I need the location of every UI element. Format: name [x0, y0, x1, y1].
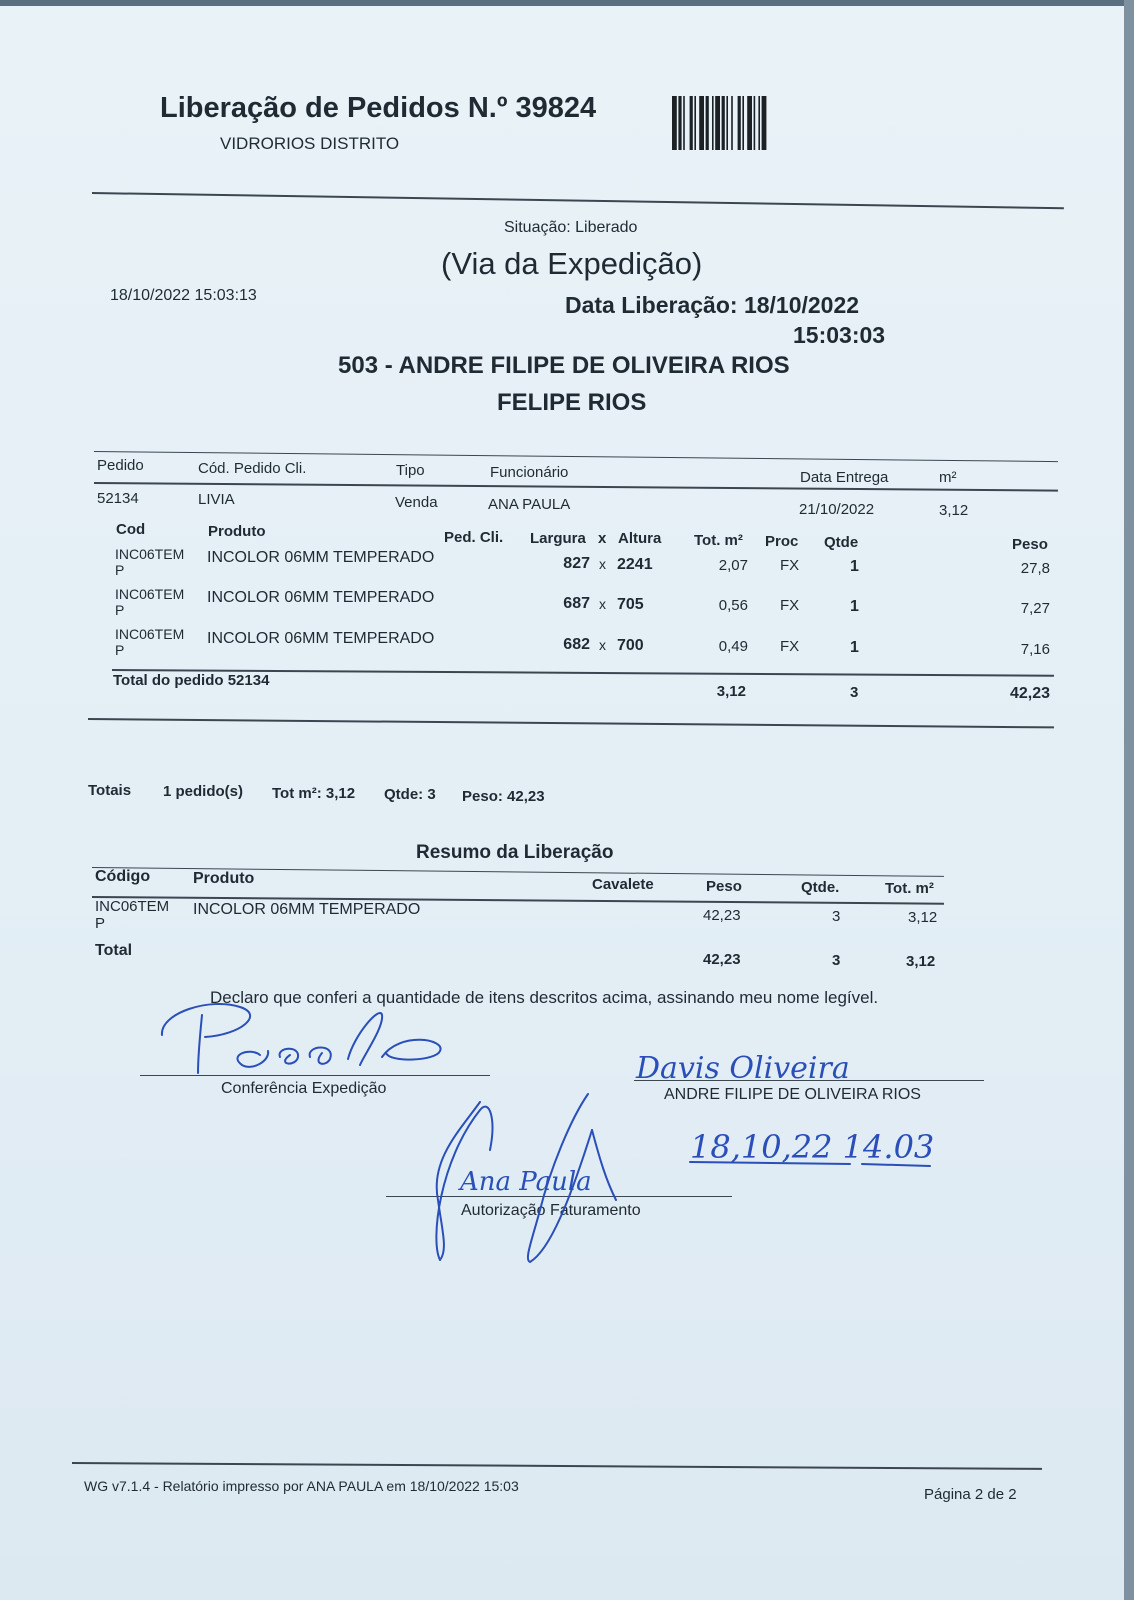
item-1-altura: 2241 [617, 556, 653, 573]
footer-page-number: Página 2 de 2 [924, 1486, 1017, 1503]
order-total-label: Total do pedido 52134 [113, 672, 270, 689]
resumo-row-codigo-suffix: P [95, 915, 106, 932]
col-header-peso: Peso [1012, 536, 1048, 553]
data-liberacao: Data Liberação: 18/10/2022 [565, 292, 860, 318]
data-liberacao-time: 15:03:03 [793, 322, 886, 348]
item-3-tot-m2: 0,49 [718, 638, 748, 655]
order-total-tot-m2: 3,12 [716, 683, 746, 700]
label-funcionario: Funcionário [490, 464, 569, 481]
item-3-largura: 682 [563, 636, 590, 653]
item-1-tot-m2: 2,07 [718, 557, 748, 574]
item-1-produto: INCOLOR 06MM TEMPERADO [207, 549, 435, 566]
item-3-cod-suffix: P [115, 642, 125, 658]
totais-label: Totais [88, 782, 132, 799]
resumo-total-tot-m2: 3,12 [906, 953, 936, 970]
col-header-largura: Largura [530, 530, 586, 547]
col-header-ped-cli: Ped. Cli. [444, 529, 504, 546]
value-pedido: 52134 [97, 490, 139, 507]
label-data-entrega: Data Entrega [800, 469, 889, 486]
item-2-altura: 705 [617, 596, 644, 613]
col-header-qtde: Qtde [824, 534, 859, 551]
value-data-entrega: 21/10/2022 [799, 501, 875, 518]
item-2-proc: FX [780, 597, 800, 614]
resumo-total-peso: 42,23 [703, 951, 741, 968]
resumo-row-produto: INCOLOR 06MM TEMPERADO [193, 901, 421, 918]
handwritten-date [690, 1122, 990, 1172]
resumo-total-label: Total [95, 942, 133, 959]
item-1-largura: 827 [563, 555, 590, 572]
item-1-qtde: 1 [850, 558, 859, 575]
print-datetime: 18/10/2022 15:03:13 [110, 287, 257, 304]
item-2-x: x [599, 596, 606, 612]
label-cod-pedido-cli: Cód. Pedido Cli. [198, 460, 307, 477]
page-edge-right [1124, 0, 1134, 1600]
declaration-text: Declaro que conferi a quantidade de itens descritos acima, assinando meu nome legível. [210, 988, 879, 1007]
label-pedido: Pedido [97, 457, 144, 474]
autorizacao-label: Autorização Faturamento [461, 1202, 641, 1219]
totais-tot-m2: Tot m²: 3,12 [272, 785, 356, 802]
totais-pedidos: 1 pedido(s) [163, 783, 244, 800]
item-3-x: x [599, 637, 606, 653]
svg-text:Davis Oliveira: Davis Oliveira [636, 1051, 850, 1086]
resumo-row-peso: 42,23 [703, 907, 741, 924]
via-title: (Via da Expedição) [441, 246, 703, 281]
item-1-cod-suffix: P [115, 562, 125, 578]
item-2-largura: 687 [563, 595, 590, 612]
col-header-altura: Altura [618, 530, 662, 547]
header-divider [92, 192, 1064, 209]
barcode [672, 96, 844, 150]
resumo-row-codigo: INC06TEM [95, 898, 170, 915]
col-header-produto: Produto [208, 523, 266, 540]
resumo-col-peso: Peso [706, 878, 742, 895]
item-3-altura: 700 [617, 637, 644, 654]
autorizacao-signature [420, 1090, 680, 1270]
item-2-produto: INCOLOR 06MM TEMPERADO [207, 589, 435, 606]
item-3-proc: FX [780, 638, 800, 655]
value-m2: 3,12 [939, 502, 969, 519]
totais-peso: Peso: 42,23 [462, 788, 545, 805]
resumo-col-qtde: Qtde. [801, 879, 840, 896]
order-header-bottom-line [94, 482, 1058, 492]
conferencia-label: Conferência Expedição [221, 1080, 387, 1097]
resumo-col-produto: Produto [193, 870, 255, 887]
label-m2: m² [939, 469, 957, 486]
item-3-qtde: 1 [850, 639, 859, 656]
value-cod-pedido-cli: LIVIA [198, 491, 235, 508]
svg-text:18,10,22 14.03: 18,10,22 14.03 [690, 1128, 935, 1166]
resumo-col-tot-m2: Tot. m² [885, 880, 934, 897]
client-nickname: FELIPE RIOS [497, 389, 647, 416]
client-signature-label: ANDRE FILIPE DE OLIVEIRA RIOS [664, 1086, 921, 1103]
resumo-title: Resumo da Liberação [416, 842, 614, 863]
item-2-peso: 7,27 [1020, 600, 1050, 617]
footer-divider [72, 1462, 1042, 1470]
item-2-qtde: 1 [850, 598, 859, 615]
order-total-peso: 42,23 [1009, 685, 1050, 702]
client-handwritten-signature [636, 1040, 916, 1090]
resumo-row-qtde: 3 [832, 908, 841, 925]
totais-qtde: Qtde: 3 [384, 786, 436, 803]
item-2-cod: INC06TEM [115, 586, 185, 602]
conferencia-signature [150, 995, 470, 1085]
page-edge-top [0, 0, 1134, 6]
situacao-text: Situação: Liberado [504, 219, 638, 236]
item-1-cod: INC06TEM [115, 546, 185, 562]
item-1-x: x [599, 556, 606, 572]
col-header-tot-m2: Tot. m² [694, 532, 743, 549]
value-tipo: Venda [395, 494, 438, 511]
item-3-produto: INCOLOR 06MM TEMPERADO [207, 630, 435, 647]
item-1-proc: FX [780, 557, 800, 574]
svg-text:Ana Paula: Ana Paula [460, 1167, 592, 1197]
resumo-total-qtde: 3 [832, 952, 841, 969]
resumo-col-codigo: Código [95, 868, 151, 885]
document-title: Liberação de Pedidos N.º 39824 [160, 92, 597, 124]
resumo-row-tot-m2: 3,12 [908, 909, 938, 926]
col-header-x: x [598, 530, 607, 547]
col-header-proc: Proc [765, 533, 799, 550]
order-section-divider [88, 718, 1054, 728]
order-total-qtde: 3 [850, 684, 859, 701]
col-header-cod: Cod [116, 521, 146, 538]
item-2-tot-m2: 0,56 [718, 597, 748, 614]
item-1-peso: 27,8 [1020, 560, 1050, 577]
resumo-col-cavalete: Cavalete [592, 876, 654, 893]
value-funcionario: ANA PAULA [488, 496, 571, 513]
item-2-cod-suffix: P [115, 602, 125, 618]
footer-left-text: WG v7.1.4 - Relatório impresso por ANA PAULA em 18/10/2022 15:03 [84, 1478, 519, 1494]
client-name: 503 - ANDRE FILIPE DE OLIVEIRA RIOS [338, 352, 790, 379]
company-name: VIDRORIOS DISTRITO [220, 134, 400, 153]
item-3-peso: 7,16 [1020, 641, 1050, 658]
label-tipo: Tipo [396, 462, 425, 479]
item-3-cod: INC06TEM [115, 626, 185, 642]
